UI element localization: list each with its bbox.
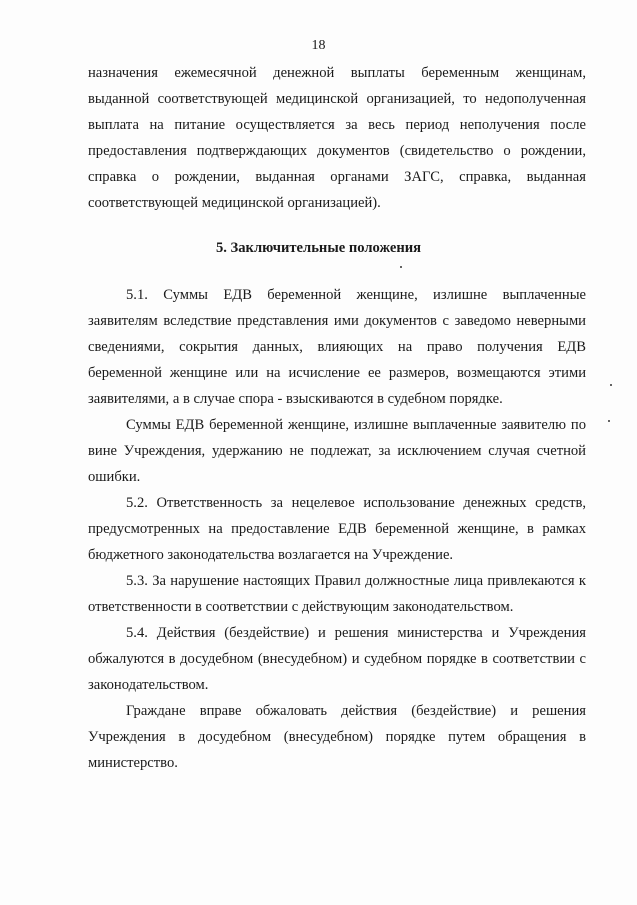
paragraph-text: Суммы ЕДВ беременной женщине, излишне выплаченные заявителю по вине Учреждения, удержанию не подлежат, за исключением случая счетной ошибки. <box>88 417 586 485</box>
section-heading: 5. Заключительные положения <box>215 240 422 256</box>
paragraph-appeal <box>88 698 586 776</box>
paragraph-5-3 <box>88 568 586 620</box>
paragraph-text: 5.1. Суммы ЕДВ беременной женщине, излишне выплаченные заявителям вследствие представления ими документов с заведомо неверными сведениями, сокрытия данных, влияющих на право получения ЕДВ беременной женщине или на исчисление ее размеров, возмещаются этими заявителями, а в случае спора - взыскиваются в судебном порядке. <box>88 287 586 407</box>
paragraph-5-4 <box>88 620 586 698</box>
paragraph-text: Граждане вправе обжаловать действия (бездействие) и решения Учреждения в досудебном (внесудебном) порядке путем обращения в министерство. <box>88 703 586 771</box>
paragraph-text: 5.4. Действия (бездействие) и решения министерства и Учреждения обжалуются в досудебном (внесудебном) и судебном порядке в соответствии с законодательством. <box>88 625 586 693</box>
paragraph-continuation <box>88 60 586 216</box>
paragraph-5-2 <box>88 490 586 568</box>
paragraph-5-1-overpayment <box>88 412 586 490</box>
paragraph-text: назначения ежемесячной денежной выплаты беременным женщинам, выданной соответствующей медицинской организацией, то недополученная выплата на питание осуществляется за весь период неполучения после предоставления подтверждающих документов (свидетельство о рождении, справка о рождении, выданная органами ЗАГС, справка, выданная соответствующей медицинской организацией). <box>88 65 586 211</box>
scan-speck <box>610 384 612 386</box>
paragraph-text: 5.3. За нарушение настоящих Правил должностные лица привлекаются к ответственности в соответствии с действующим законодательством. <box>88 573 586 615</box>
page-number: 18 <box>311 38 326 53</box>
paragraph-5-1 <box>88 282 586 412</box>
paragraph-text: 5.2. Ответственность за нецелевое использование денежных средств, предусмотренных на предоставление ЕДВ беременной женщине, в рамках бюджетного законодательства возлагается на Учреждение. <box>88 495 586 563</box>
scan-speck <box>608 420 610 422</box>
scan-speck <box>400 266 402 268</box>
